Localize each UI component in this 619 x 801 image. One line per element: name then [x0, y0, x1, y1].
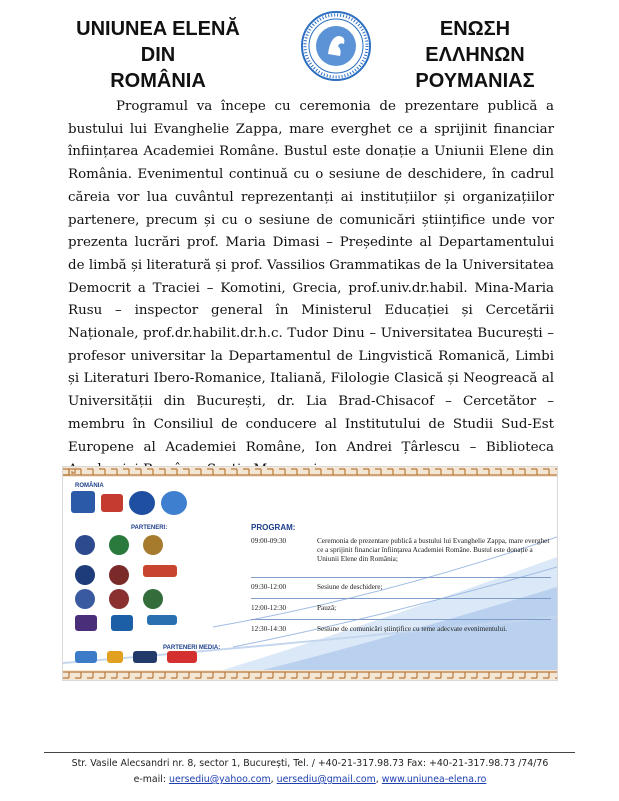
partners-row-4	[75, 615, 177, 631]
footer-email-prefix: e-mail:	[133, 774, 170, 785]
program-row	[251, 625, 551, 637]
union-emblem-icon	[300, 10, 372, 82]
partner-logo-4-icon	[75, 565, 95, 585]
program-row	[251, 604, 551, 616]
header-left-line2: ROMÂNIA	[110, 70, 206, 92]
partner-logo-2-icon	[109, 535, 129, 555]
header-right-line2: ΡΟΥΜΑΝΙΑΣ	[415, 70, 535, 92]
meander-border-top	[63, 467, 557, 477]
tvr-logo-icon	[133, 651, 157, 663]
footer-contacts: e-mail: uersediu@yahoo.com, uersediu@gmail.com, www.uniunea-elena.ro	[133, 774, 487, 785]
partner-logo-11-icon	[111, 615, 133, 631]
program-time: 09:30-12:00	[251, 583, 287, 591]
partner-logo-3-icon	[143, 535, 163, 555]
program-row	[251, 537, 551, 575]
program-time: 12:30-14:30	[251, 625, 287, 633]
program-row	[251, 583, 551, 595]
partner-logos	[71, 481, 243, 671]
partner-logo-8-icon	[109, 589, 129, 609]
organizer-label: ROMÂNIA	[75, 483, 104, 489]
meander-border-bottom	[63, 670, 557, 680]
partners-row-3	[75, 589, 163, 609]
email-link-gmail[interactable]: uersediu@gmail.com	[276, 774, 376, 785]
program-divider	[251, 598, 551, 599]
body-paragraph-text: Programul va începe cu ceremonia de prezentare publică a bustului lui Evanghelie Zappa, mare everghet ce a sprijinit financiar înființarea Academiei Române. Bustul este donație a Uniunii Elene din România. Evenimentul continuă cu o sesiune de deschidere, în cadrul căreia vor lua cuvântul reprezentanți ai instituțiilor și organizațiilor partenere, precum și cu o sesiune de comunicări științifice unde vor prezenta lucrări prof. Maria Dimasi – Președinte al Departamentului de limbă și literatură și prof. Vassilios Grammatikas de la Universitatea Democrit a Traciei – Komotini, Grecia, prof.univ.dr.habil. Mina-Maria Rusu – inspector general în Ministerul Educației și Cercetării Naționale, prof.dr.habilit.dr.h.c. Tudor Dinu – Universitatea București – profesor universitar la Departamentul de Lingvistică Romanică, Limbi și Literaturi Ibero-Romanice, Italiană, Filologie Clasică și Neogreacă al Universității din București, dr. Lia Brad-Chisacof – Cercetător – membru în Consiliul de conducere al Institutului de Studii Sud-Est Europene al Academiei Române, Ion Andrei Țârlescu – Biblioteca	[68, 99, 554, 455]
email-link-yahoo[interactable]: uersediu@yahoo.com	[169, 774, 271, 785]
partners-row-1	[75, 535, 163, 555]
header-left-line1: UNIUNEA ELENĂ DIN	[76, 18, 240, 66]
header-right-line1: ΕΝΩΣΗ ΕΛΛΗΝΩΝ	[425, 18, 525, 66]
partner-logo-5-icon	[109, 565, 129, 585]
footer-divider	[44, 752, 575, 753]
body-paragraph	[68, 96, 554, 482]
organizer-logos-row	[71, 491, 187, 515]
program-divider	[251, 577, 551, 578]
website-link[interactable]: www.uniunea-elena.ro	[381, 774, 487, 785]
partner-logo-10-icon	[75, 615, 97, 631]
partner-logo-7-icon	[75, 589, 95, 609]
partner-logo-9-icon	[143, 589, 163, 609]
partners-row-2	[75, 565, 177, 585]
agerpres-logo-icon	[167, 651, 197, 663]
mcc-logo-icon	[101, 494, 123, 512]
header-right-title	[400, 16, 550, 94]
partners-label: PARTENERI:	[131, 525, 168, 531]
partner-logo-12-icon	[147, 615, 177, 625]
romanian-government-logo-icon	[71, 491, 95, 513]
media-logos-row	[75, 651, 197, 663]
partner-logo-1-icon	[75, 535, 95, 555]
program-desc: Sesiune de deschidere;	[317, 583, 383, 591]
program-time: 09:00-09:30	[251, 537, 287, 545]
media-logo-1-icon	[75, 651, 97, 663]
program-time: 12:00-12:30	[251, 604, 287, 612]
program-desc: Pauză;	[317, 604, 337, 612]
header-left-title	[58, 16, 258, 94]
union-small-logo-icon	[161, 491, 187, 515]
partner-logo-6-icon	[143, 565, 177, 577]
program-title: PROGRAM:	[251, 523, 296, 532]
program-desc: Sesiune de comunicări științifice cu teme adecvate evenimentului.	[317, 625, 507, 633]
media-logo-2-icon	[107, 651, 123, 663]
event-banner	[62, 466, 558, 681]
program-desc: Ceremonia de prezentare publică a bustului lui Evanghelie Zappa, mare everghet ce a sprijinit financiar înființarea Academiei Române. Bustul este donație a Uniunii Elene din România;	[317, 537, 550, 563]
footer	[40, 756, 580, 788]
greek-emblem-icon	[129, 491, 155, 515]
media-partners-label: PARTENERI MEDIA:	[163, 645, 221, 651]
program-divider	[251, 619, 551, 620]
footer-address: Str. Vasile Alecsandri nr. 8, sector 1, București, Tel. / +40-21-317.98.73 Fax: +40-21-317.98.73 /74/76	[71, 758, 549, 769]
